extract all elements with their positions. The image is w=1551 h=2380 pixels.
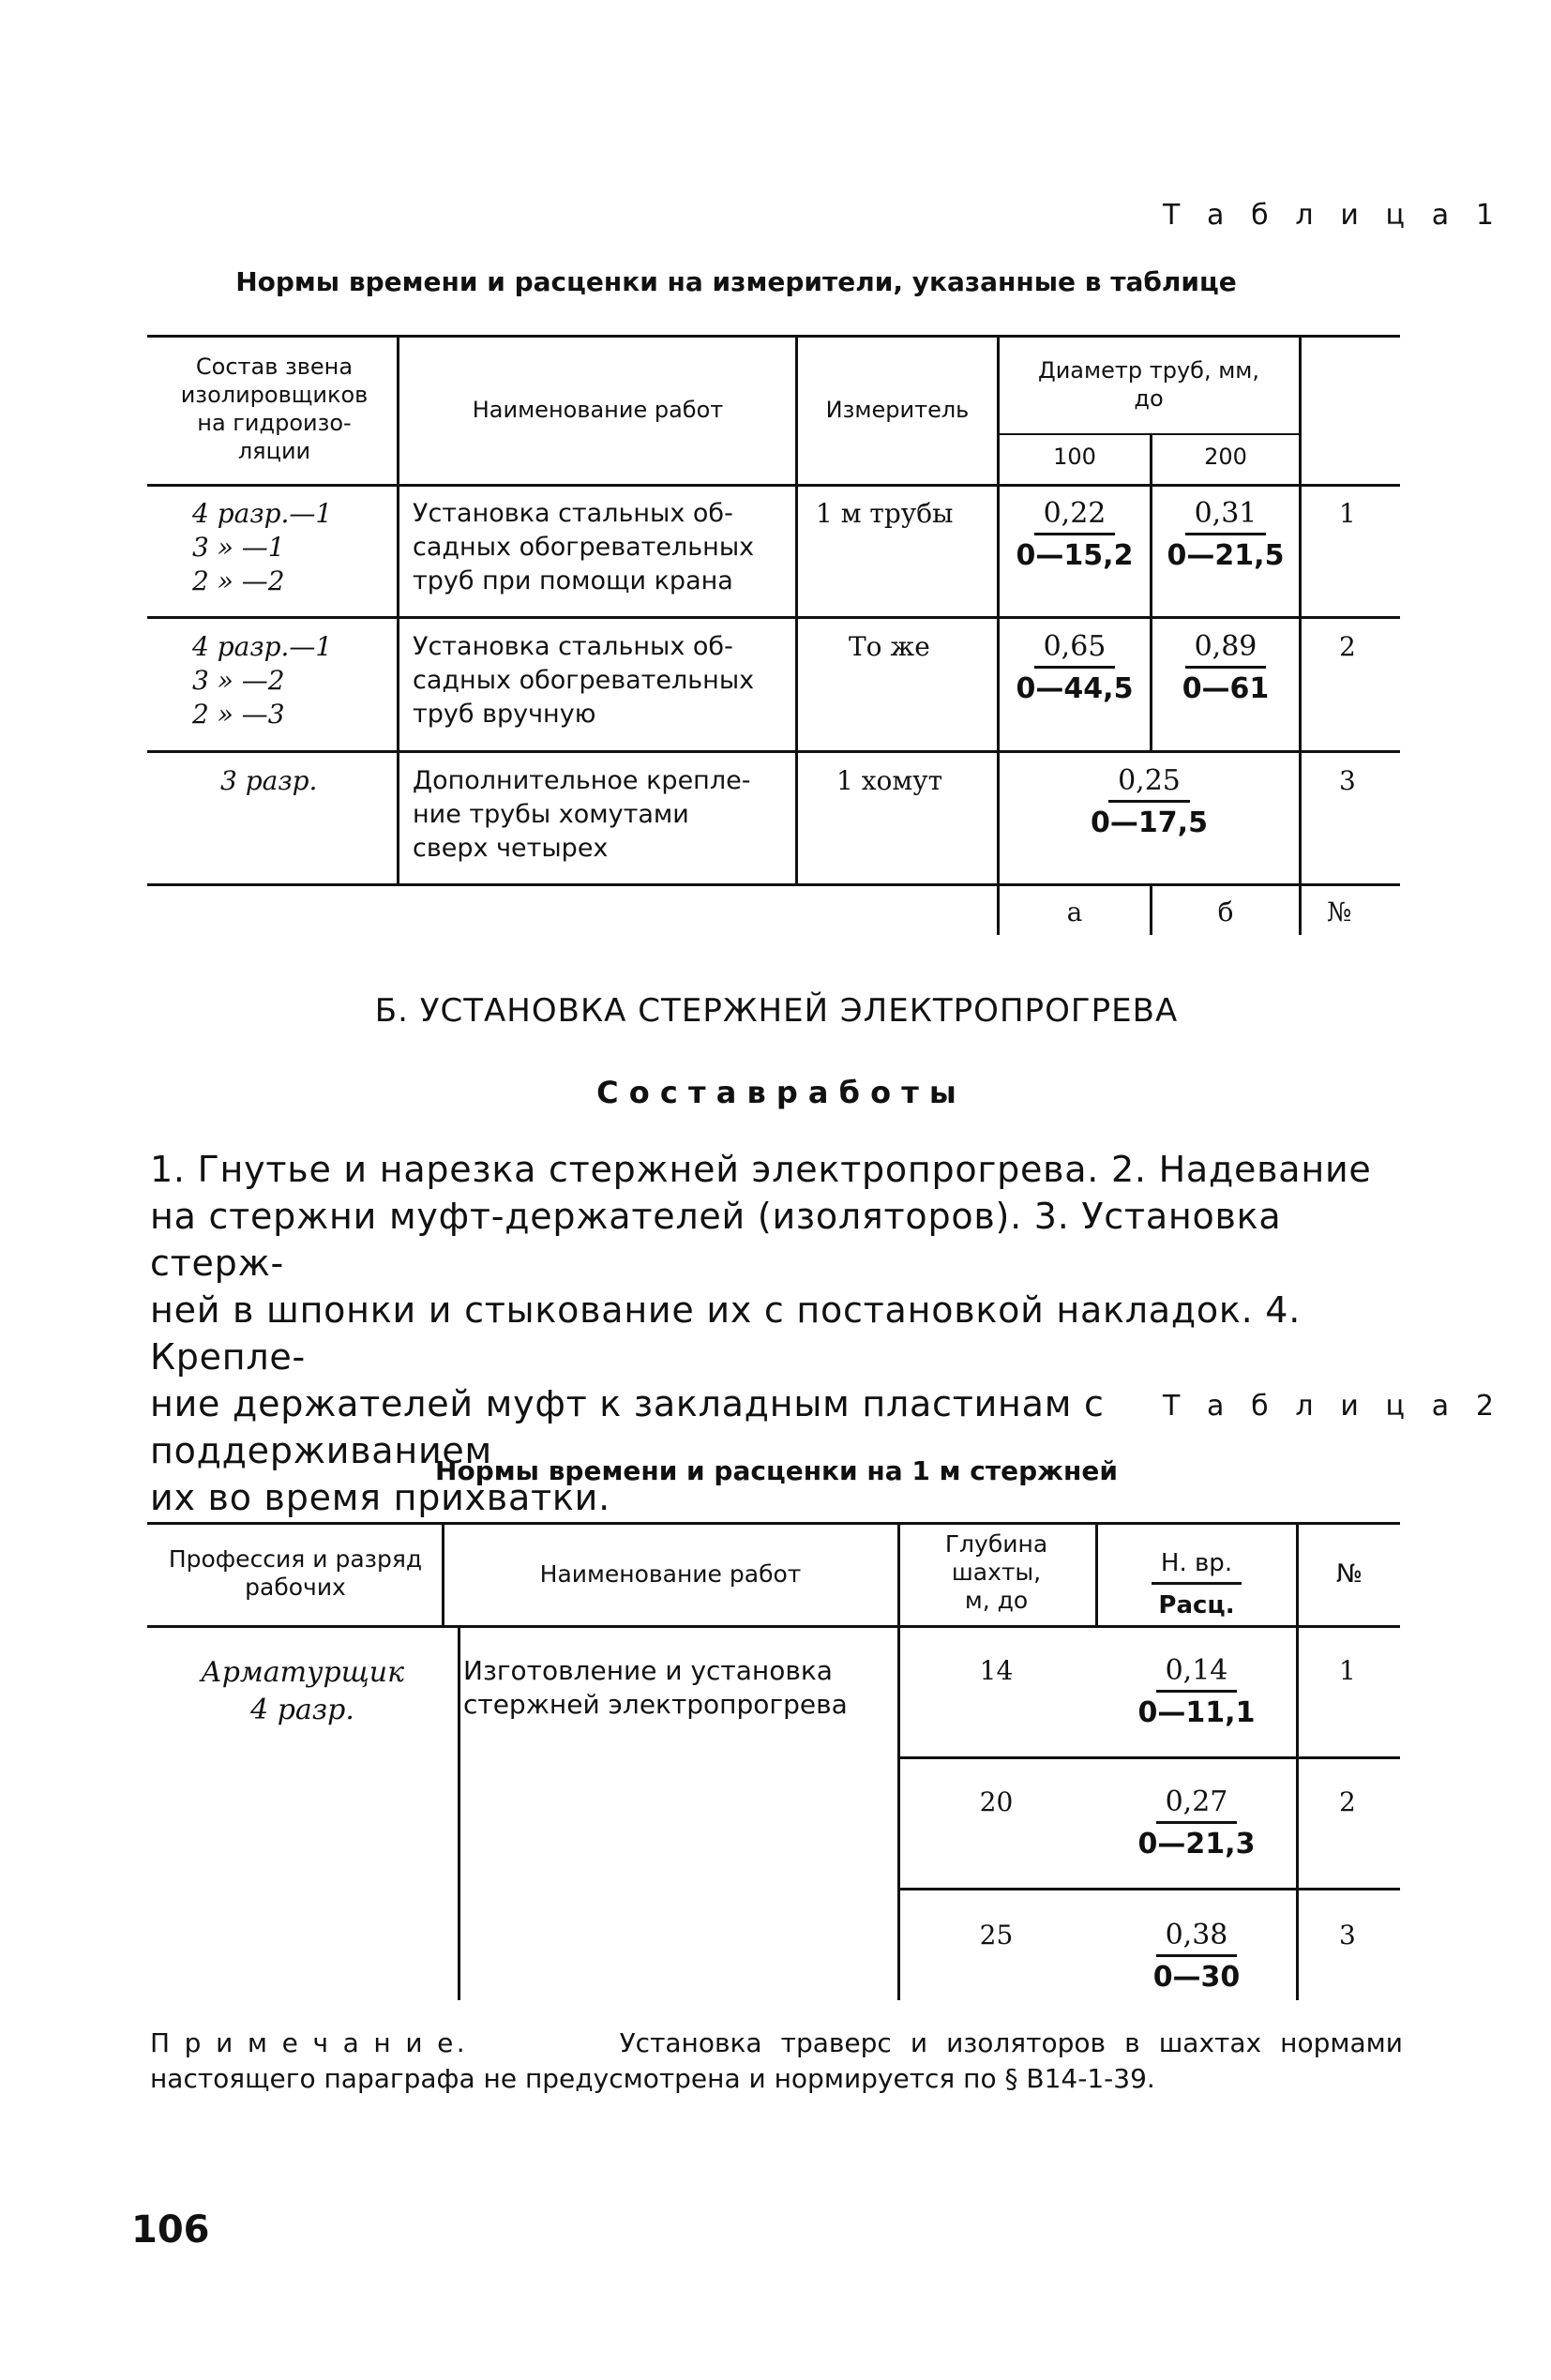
table2-row1-no: 1 [1339, 1655, 1356, 1686]
table1-label: Т а б л и ц а 1 [1163, 199, 1503, 232]
table1-row3-unit: 1 хомут [836, 765, 943, 796]
table1-header-d200: 200 [1204, 444, 1247, 470]
table1-row2-no: 2 [1339, 631, 1356, 662]
table2-work: Изготовление и установка стержней электропрогрева [463, 1655, 848, 1720]
table2-row1-rate: $\frac{0,14}{0—11,1}$ [1137, 1654, 1256, 1729]
table1-row1-rate-a: $\frac{0,22}{0—15,2}$ [1016, 497, 1134, 572]
table1-header-diameter: Диаметр труб, мм, до [1037, 357, 1260, 412]
table1-row1-work: Установка стальных об- садных обогревательных труб при помощи крана [413, 499, 755, 595]
note-line2: настоящего параграфа не предусмотрена и нормируется по § В14-1-39. [150, 2063, 1155, 2094]
table2-profession: Арматурщик 4 разр. [200, 1656, 404, 1726]
table2-row3-depth: 25 [979, 1920, 1014, 1951]
table2-row3-rate: $\frac{0,38}{0—30}$ [1152, 1919, 1241, 1994]
table1-row2-crew: 4 разр.—1 3 » —2 2 » —3 [192, 631, 333, 730]
table1-header-d100: 100 [1053, 444, 1096, 470]
table1-footer-a: а [1066, 896, 1083, 927]
table2-row2-no: 2 [1339, 1786, 1356, 1817]
note-line1: Установка траверс и изоляторов в шахтах нормами [619, 2027, 1403, 2058]
table1-row2-rate-a: $\frac{0,65}{0—44,5}$ [1016, 630, 1134, 705]
table1-row3-no: 3 [1339, 765, 1356, 796]
table1-row1-unit: 1 м трубы [816, 498, 954, 529]
table1-row2-rate-b: $\frac{0,89}{0—61}$ [1182, 630, 1270, 705]
work-composition-paragraph: 1. Гнутье и нарезка стержней электропрогрева. 2. Надевание на стержни муфт-держателей (изоляторов). 3. Установка стерж- ней в шпонки и стыкование их с постановкой накладок. 4. Крепле- ние держателей муфт к закладным пластинам с поддерживанием их во время прихватки. [150, 1149, 1372, 1518]
table1-header-unit: Измеритель [825, 397, 970, 423]
table1-row2-unit: То же [849, 631, 930, 662]
table1-row3-work: Дополнительное крепле- ние трубы хомутами сверх четырех [413, 766, 751, 863]
note-lead: П р и м е ч а н и е. [150, 2027, 469, 2058]
note [150, 2026, 1403, 2097]
table1-footer-no: № [1327, 896, 1352, 927]
table1-row1-rate-b: $\frac{0,31}{0—21,5}$ [1167, 497, 1285, 572]
table2-header-no: № [1335, 1559, 1363, 1589]
table2-header-depth: Глубина шахты, м, до [944, 1530, 1048, 1614]
section-heading: Б. УСТАНОВКА СТЕРЖНЕЙ ЭЛЕКТРОПРОГРЕВА [374, 992, 1179, 1030]
table2-row2-depth: 20 [979, 1786, 1014, 1817]
table1-row1-no: 1 [1339, 498, 1356, 529]
table2-row3-no: 3 [1339, 1920, 1356, 1951]
table1-header-crew: Состав звена изолировщиков на гидроизо-ляции [180, 354, 369, 464]
table1-header-work: Наименование работ [472, 397, 724, 423]
section-subheading: С о с т а в р а б о т ы [596, 1075, 956, 1110]
table1-row2-work: Установка стальных об- садных обогревательных труб вручную [413, 632, 755, 729]
table2-title: Нормы времени и расценки на 1 м стержней [435, 1455, 1118, 1486]
page-number: 106 [131, 2208, 210, 2252]
table1-title: Нормы времени и расценки на измерители, указанные в таблице [235, 266, 1237, 297]
table2-row1-depth: 14 [979, 1655, 1014, 1686]
table2-label: Т а б л и ц а 2 [1163, 1390, 1503, 1423]
table1-footer-b: б [1217, 896, 1234, 927]
table2-header-profession: Профессия и разряд рабочих [168, 1545, 423, 1601]
table2-row2-rate: $\frac{0,27}{0—21,3}$ [1137, 1785, 1256, 1860]
table2-header-work: Наименование работ [539, 1560, 802, 1588]
table1-row3-rate-ab: $\frac{0,25}{0—17,5}$ [1091, 764, 1208, 839]
table2-header-norm: Н. вр. Расц. [1098, 1543, 1295, 1626]
table1-row1-crew: 4 разр.—1 3 » —1 2 » —2 [192, 498, 333, 596]
table1-row3-crew: 3 разр. [220, 765, 318, 796]
